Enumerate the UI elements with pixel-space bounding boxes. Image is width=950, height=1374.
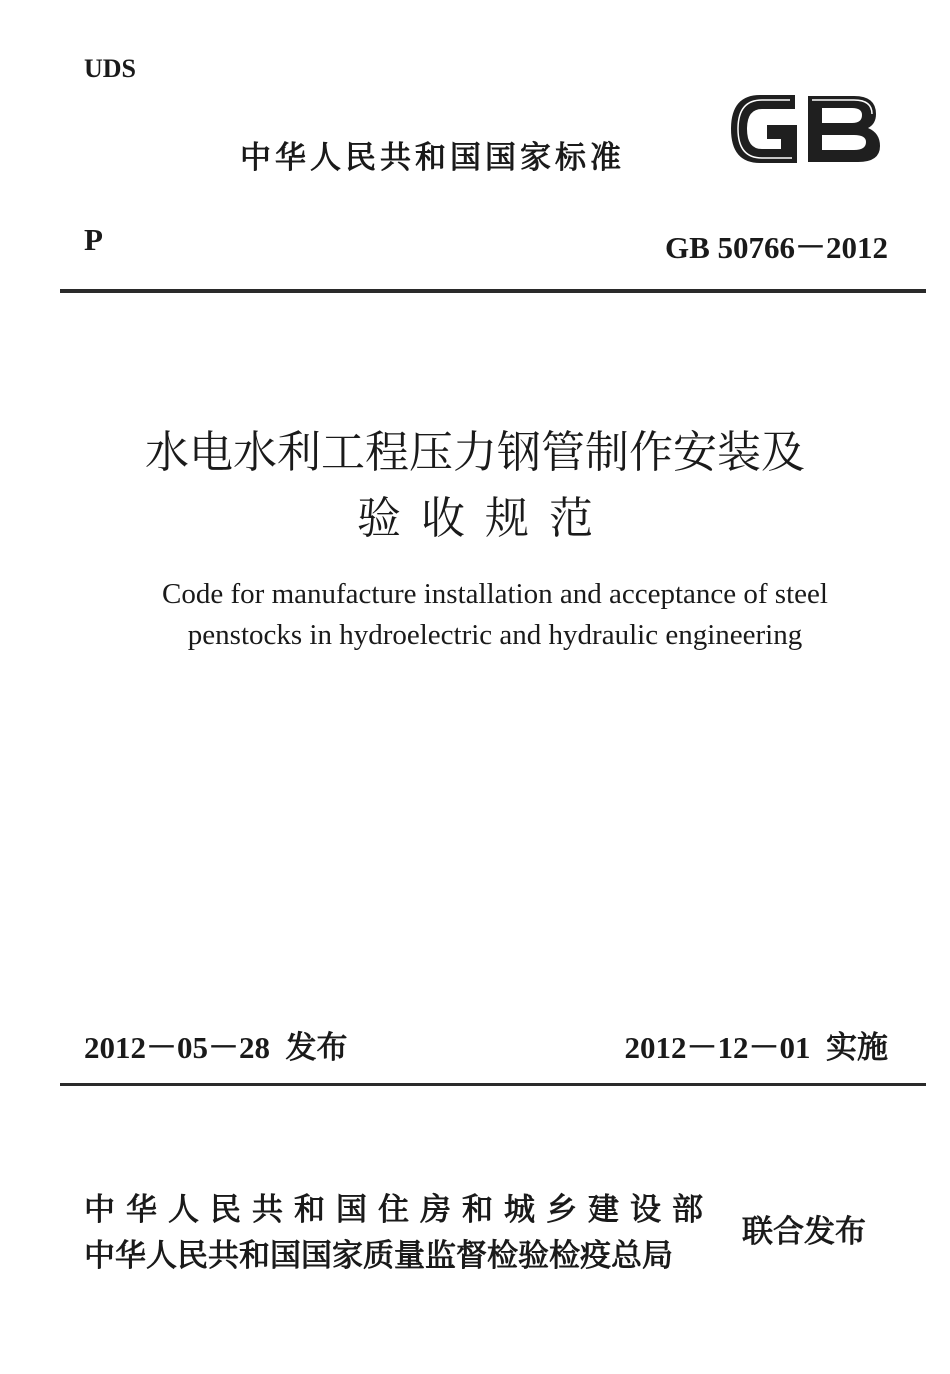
title-english-line1: Code for manufacture installation and acceptance of steel (162, 578, 828, 610)
publish-date: 2012－05－28 发布 (84, 1030, 348, 1065)
issuer-quality-supervision: 中华人民共和国国家质量监督检验检疫总局 (84, 1238, 673, 1274)
gb-logo-icon (724, 84, 886, 174)
effective-date: 2012－12－01 实施 (624, 1030, 888, 1065)
top-divider (60, 289, 926, 293)
standard-number: GB 50766－2012 (664, 230, 888, 265)
title-chinese (0, 420, 950, 552)
title-english-line2: penstocks in hydroelectric and hydraulic engineering (187, 619, 803, 651)
title-chinese-line1: 水电水利工程压力钢管制作安装及 (145, 427, 805, 478)
title-english (0, 574, 950, 656)
bottom-divider (60, 1083, 926, 1086)
title-chinese-line2: 验收规范 (357, 493, 613, 544)
joint-issue-label: 联合发布 (742, 1214, 866, 1250)
uds-label: UDS (84, 54, 137, 83)
category-code: P (84, 222, 103, 257)
national-standard-heading: 中华人民共和国国家标准 (240, 140, 625, 176)
issuer-ministry-housing: 中华人民共和国住房和城乡建设部 (84, 1192, 714, 1228)
